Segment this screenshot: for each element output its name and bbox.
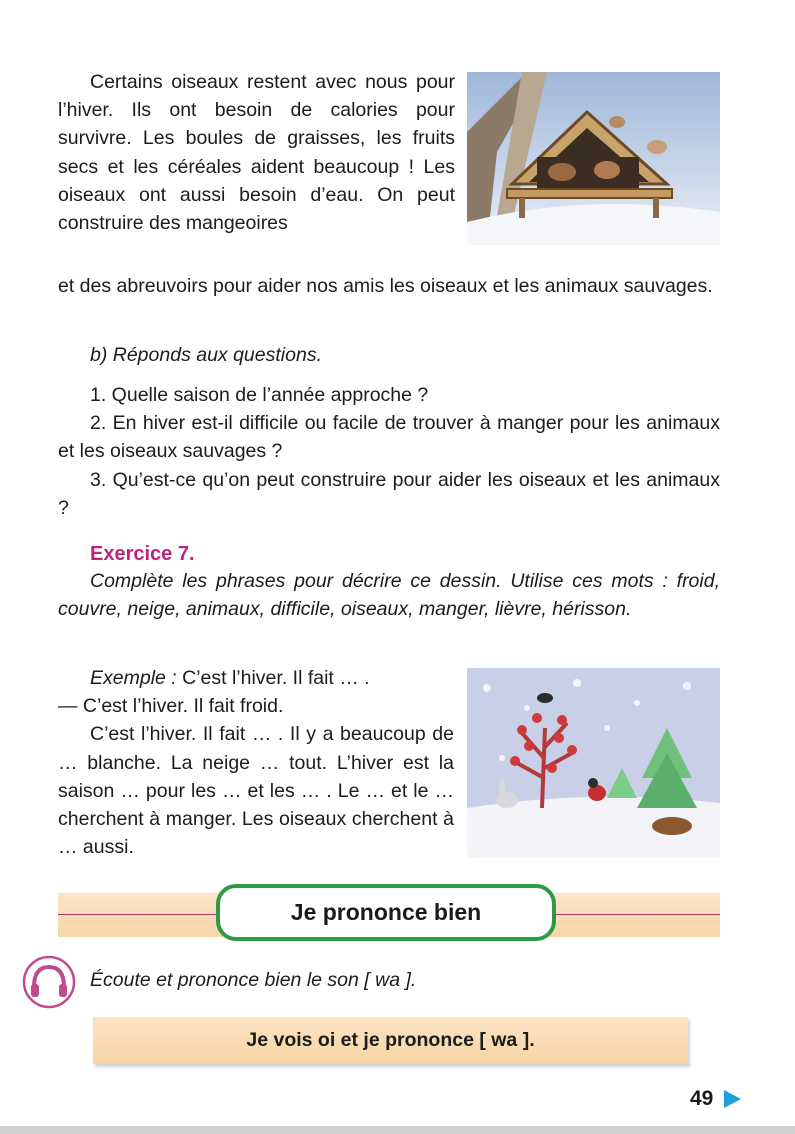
bottom-bar [0,1126,795,1134]
winter-drawing [467,668,720,858]
exercise-instruction: Complète les phrases pour décrire ce dessin. Utilise ces mots : froid, couvre, neige, animaux, difficile, oiseaux, manger, lièvre, hérisson. [58,570,720,621]
question-2: 2. En hiver est-il difficile ou facile de trouver à manger pour les animaux et les oiseaux sauvages ? [58,412,720,463]
page-arrow-icon [724,1090,741,1108]
rule-text: Je vois oi et je prononce [ wa ]. [246,1029,535,1051]
question-1: 1. Quelle saison de l’année approche ? [90,384,429,406]
exercise-title: Exercice 7. [90,543,195,565]
pronunciation-title: Je prononce bien [290,899,482,925]
question-list [58,381,720,522]
example-answer: — C’est l’hiver. Il fait froid. [58,695,284,718]
example-prompt: C’est l’hiver. Il fait … . [176,667,370,689]
part-b-instruction: b) Réponds aux questions. [90,344,322,366]
exercise-text: C’est l’hiver. Il fait … . Il y a beaucoup de … blanche. La neige … tout. L’hiver est la saison … pour les … et les … . Le … et le … cherchent à manger. Les oiseaux cherchent à … aussi. [58,723,454,859]
pronunciation-line-left [58,914,218,915]
reading-paragraph-continued: et des abreuvoirs pour aider nos amis les oiseaux et les animaux sauvages. [58,275,713,297]
exercise-body [58,664,454,861]
listen-instruction [90,966,416,994]
example-label: Exemple : [90,667,177,689]
page-number: 49 [690,1087,714,1110]
rule-box [93,1017,688,1064]
listen-text: Écoute et prononce bien le son [90,969,359,991]
sound-ref: [ wa ]. [358,969,417,991]
question-3: 3. Qu’est-ce qu’on peut construire pour aider les oiseaux et les animaux ? [58,468,720,519]
reading-paragraph: Certains oiseaux restent avec nous pour l’hiver. Ils ont besoin de calories pour survivre. Les boules de graisses, les fruits secs et les céréales aident beaucoup ! Les oiseaux ont aussi besoin d’eau. On peut construire des mangeoires [58,71,455,235]
pronunciation-title-box [216,884,556,941]
pronunciation-line-right [556,914,720,915]
example-line [58,664,454,692]
bird-feeder-photo [467,72,720,245]
headphones-icon [22,955,76,1009]
